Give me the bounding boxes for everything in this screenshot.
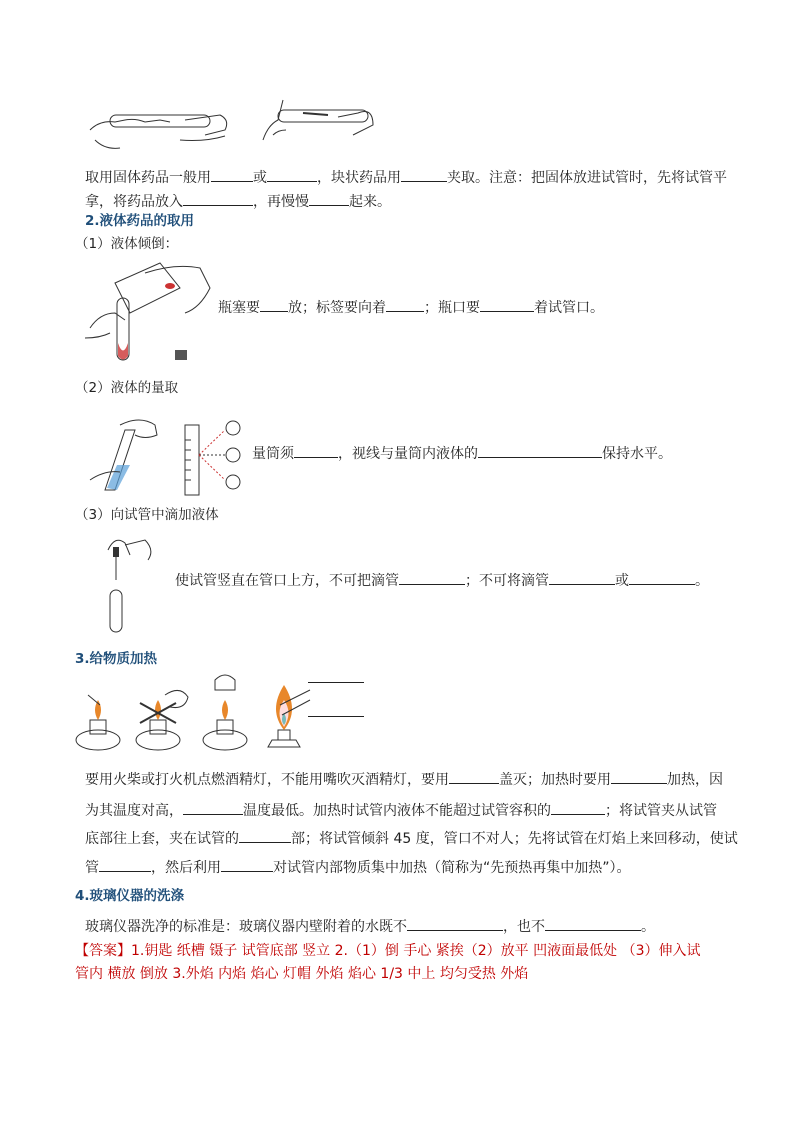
text: 。 xyxy=(641,919,655,935)
blank[interactable] xyxy=(294,444,338,458)
text: 夹取。注意：把固体放进试管时，先将试管平 xyxy=(447,170,727,186)
pour-illustration xyxy=(85,258,210,368)
blank[interactable] xyxy=(545,917,641,931)
text: 瓶塞要 xyxy=(218,300,260,316)
drop-label: （3）向试管中滴加液体 xyxy=(75,507,219,523)
text: 着试管口。 xyxy=(534,300,604,316)
hands-test-tube-illustration-1 xyxy=(85,100,235,155)
solid-line-1 xyxy=(85,168,727,185)
text: 玻璃仪器洗净的标准是：玻璃仪器内壁附着的水既不 xyxy=(85,919,407,935)
blank[interactable] xyxy=(260,298,288,312)
drop-text xyxy=(175,571,709,588)
heating-line-2 xyxy=(85,801,717,818)
blank[interactable] xyxy=(309,192,349,206)
blank[interactable] xyxy=(478,444,602,458)
measure-illustration xyxy=(85,410,250,495)
flame-label-blank-2[interactable] xyxy=(308,716,364,717)
text: ，然后利用 xyxy=(151,860,221,876)
text: 使试管竖直在管口上方，不可把滴管 xyxy=(175,573,399,589)
answer-line-2: 管内 横放 倒放 3.外焰 内焰 焰心 灯帽 外焰 焰心 1/3 中上 均匀受热 外焰 xyxy=(75,966,529,982)
text: 温度最低。加热时试管内液体不能超过试管容积的 xyxy=(243,803,551,819)
text: ；将试管夹从试管 xyxy=(605,803,717,819)
pour-label: （1）液体倾倒： xyxy=(75,236,179,252)
dropper-illustration xyxy=(100,535,160,635)
section-heading-washing: 4.玻璃仪器的洗涤 xyxy=(75,888,185,904)
text: 要用火柴或打火机点燃酒精灯，不能用嘴吹灭酒精灯，要用 xyxy=(85,772,449,788)
heating-line-4 xyxy=(85,858,631,875)
text: 盖灭；加热时要用 xyxy=(499,772,611,788)
measure-label: （2）液体的量取 xyxy=(75,380,179,396)
blank[interactable] xyxy=(611,770,667,784)
hands-test-tube-illustration-2 xyxy=(258,95,378,150)
blank[interactable] xyxy=(183,801,243,815)
blank[interactable] xyxy=(386,298,424,312)
text: 保持水平。 xyxy=(602,446,672,462)
washing-text xyxy=(85,917,655,934)
text: ，再慢慢 xyxy=(253,194,309,210)
text: 加热，因 xyxy=(667,772,723,788)
text: 取用固体药品一般用 xyxy=(85,170,211,186)
text: 或 xyxy=(253,170,267,186)
blank[interactable] xyxy=(407,917,503,931)
text: 或 xyxy=(615,573,629,589)
text: 起来。 xyxy=(349,194,391,210)
solid-line-2 xyxy=(85,192,391,209)
blank[interactable] xyxy=(480,298,534,312)
answer-text: 1.钥匙 纸槽 镊子 试管底部 竖立 2.（1）倒 手心 紧挨（2）放平 凹液面最低处 （3）伸入试 xyxy=(131,943,701,959)
text: 部；将试管倾斜 45 度，管口不对人；先将试管在灯焰上来回移动，使试 xyxy=(291,831,738,847)
flame-label-blank-1[interactable] xyxy=(308,682,364,683)
text: ，块状药品用 xyxy=(317,170,401,186)
section-heading-heating: 3.给物质加热 xyxy=(75,651,158,667)
answer-tag: 【答案】 xyxy=(75,943,131,959)
pour-text xyxy=(218,298,604,315)
text: ；不可将滴管 xyxy=(465,573,549,589)
answer-line-1 xyxy=(75,944,701,958)
text: 管 xyxy=(85,860,99,876)
blank[interactable] xyxy=(551,801,605,815)
text: 底部往上套，夹在试管的 xyxy=(85,831,239,847)
text: 。 xyxy=(695,573,709,589)
alcohol-lamps-illustration xyxy=(70,675,370,755)
section-heading-liquid: 2.液体药品的取用 xyxy=(85,213,195,229)
blank[interactable] xyxy=(99,858,151,872)
blank[interactable] xyxy=(399,571,465,585)
blank[interactable] xyxy=(267,168,317,182)
text: 量筒须 xyxy=(252,446,294,462)
text: 对试管内部物质集中加热（简称为“先预热再集中加热”）。 xyxy=(273,860,631,876)
text: ，视线与量筒内液体的 xyxy=(338,446,478,462)
blank[interactable] xyxy=(211,168,253,182)
blank[interactable] xyxy=(183,192,253,206)
heating-line-1 xyxy=(85,770,723,787)
blank[interactable] xyxy=(401,168,447,182)
text: 拿，将药品放入 xyxy=(85,194,183,210)
blank[interactable] xyxy=(239,829,291,843)
heating-line-3 xyxy=(85,829,738,846)
blank[interactable] xyxy=(221,858,273,872)
text: 放；标签要向着 xyxy=(288,300,386,316)
blank[interactable] xyxy=(549,571,615,585)
blank[interactable] xyxy=(629,571,695,585)
text: 为其温度对高， xyxy=(85,803,183,819)
text: ，也不 xyxy=(503,919,545,935)
text: ；瓶口要 xyxy=(424,300,480,316)
blank[interactable] xyxy=(449,770,499,784)
measure-text xyxy=(252,444,672,461)
